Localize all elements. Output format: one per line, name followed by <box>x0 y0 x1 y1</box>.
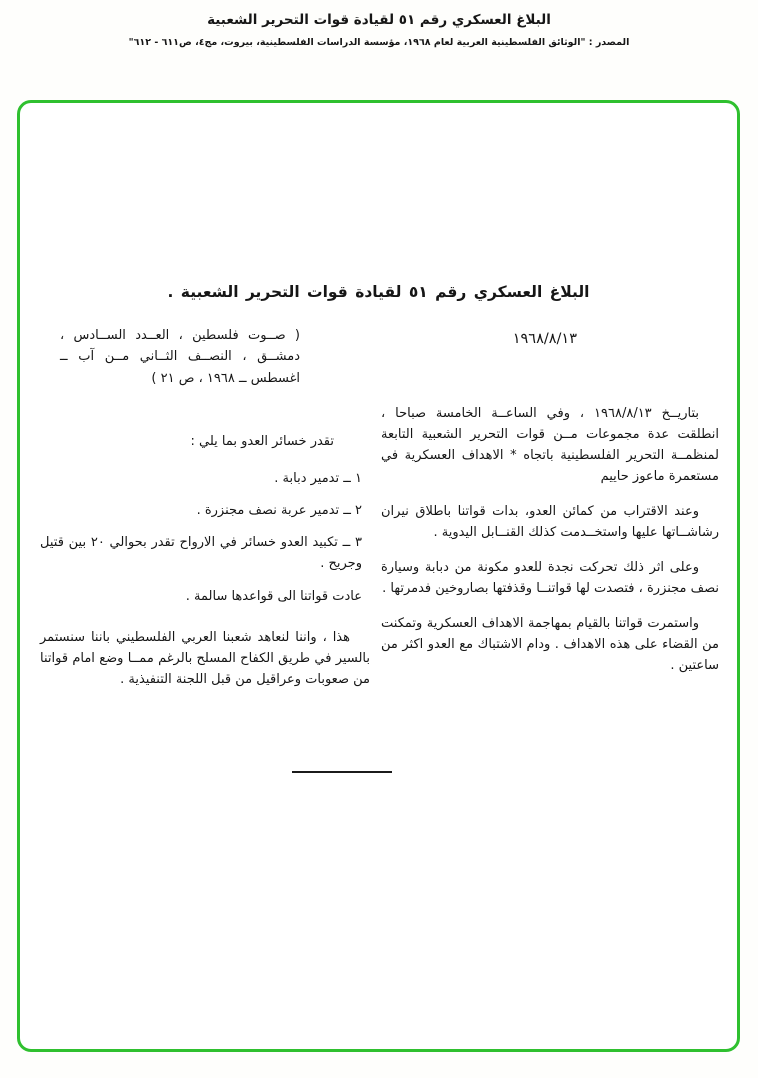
body-paragraph-4: واستمرت قواتنا بالقيام بمهاجمة الاهداف العسكرية وتمكنت من القضاء على هذه الاهداف . ودام الاشتباك مع العدو اكثر من ساعتين . <box>381 616 719 674</box>
document-date: ١٩٦٨/٨/١٣ <box>512 331 577 347</box>
body-left-column <box>40 431 370 690</box>
header-title: البلاغ العسكري رقم ٥١ لقيادة قوات التحرير الشعبية <box>207 12 551 28</box>
scanned-document-frame <box>17 100 740 1052</box>
loss-item-2: ٢ ــ تدمير عربة نصف مجنزرة . <box>196 503 362 519</box>
body-paragraph-2: وعند الاقتراب من كمائن العدو، بدات قواتنا باطلاق نيران رشاشــاتها عليها واستخــدمت كذلك القنــابل اليدوية . <box>381 504 719 541</box>
return-note: عادت قواتنا الى قواعدها سالمة . <box>185 589 362 605</box>
closing-paragraph: هذا ، واننا لنعاهد شعبنا العربي الفلسطيني باننا سنستمر بالسير في طريق الكفاح المسلح بالرغم ممــا وضع امام قواتنا من صعوبات وعراقيل من قبل اللجنة التنفيذية . <box>40 630 370 688</box>
header-source-line: المصدر : "الوثائق الفلسطينية العربية لعام ١٩٦٨، مؤسسة الدراسات الفلسطينية، بيروت، مج٤، ص٦١١ - ٦١٢" <box>128 37 630 48</box>
body-paragraph-3: وعلى اثر ذلك تحركت نجدة للعدو مكونة من دبابة وسيارة نصف مجنزرة ، فتصدت لها قواتنــا وقذفتها بصاروخين فدمرتها . <box>381 560 719 597</box>
loss-item-3: ٣ ــ تكبيد العدو خسائر في الارواح تقدر بحوالي ٢٠ بين قتيل وجريح . <box>40 535 363 572</box>
footnote-divider <box>292 771 392 773</box>
body-right-column <box>381 403 719 691</box>
body-paragraph-1: بتاريــخ ١٩٦٨/٨/١٣ ، وفي الساعــة الخامسة صباحا ، انطلقت عدة مجموعات مــن قوات التحرير الشعبية التابعة لمنظمــة التحرير الفلسطينية باتجاه * الاهداف العسكرية في مستعمرة ماعوز حاييم <box>381 406 719 485</box>
source-citation: ( صــوت فلسطين ، العــدد الســادس ، دمشــق ، النصــف الثــاني مــن آب ــ اغسطس ــ ١٩٦٨ ، ص ٢١ ) <box>60 328 300 386</box>
document-title: البلاغ العسكري رقم ٥١ لقيادة قوات التحرير الشعبية . <box>167 283 590 301</box>
losses-heading: تقدر خسائر العدو بما يلي : <box>190 434 334 449</box>
page-header <box>0 12 758 48</box>
loss-item-1: ١ ــ تدمير دبابة . <box>274 471 362 487</box>
